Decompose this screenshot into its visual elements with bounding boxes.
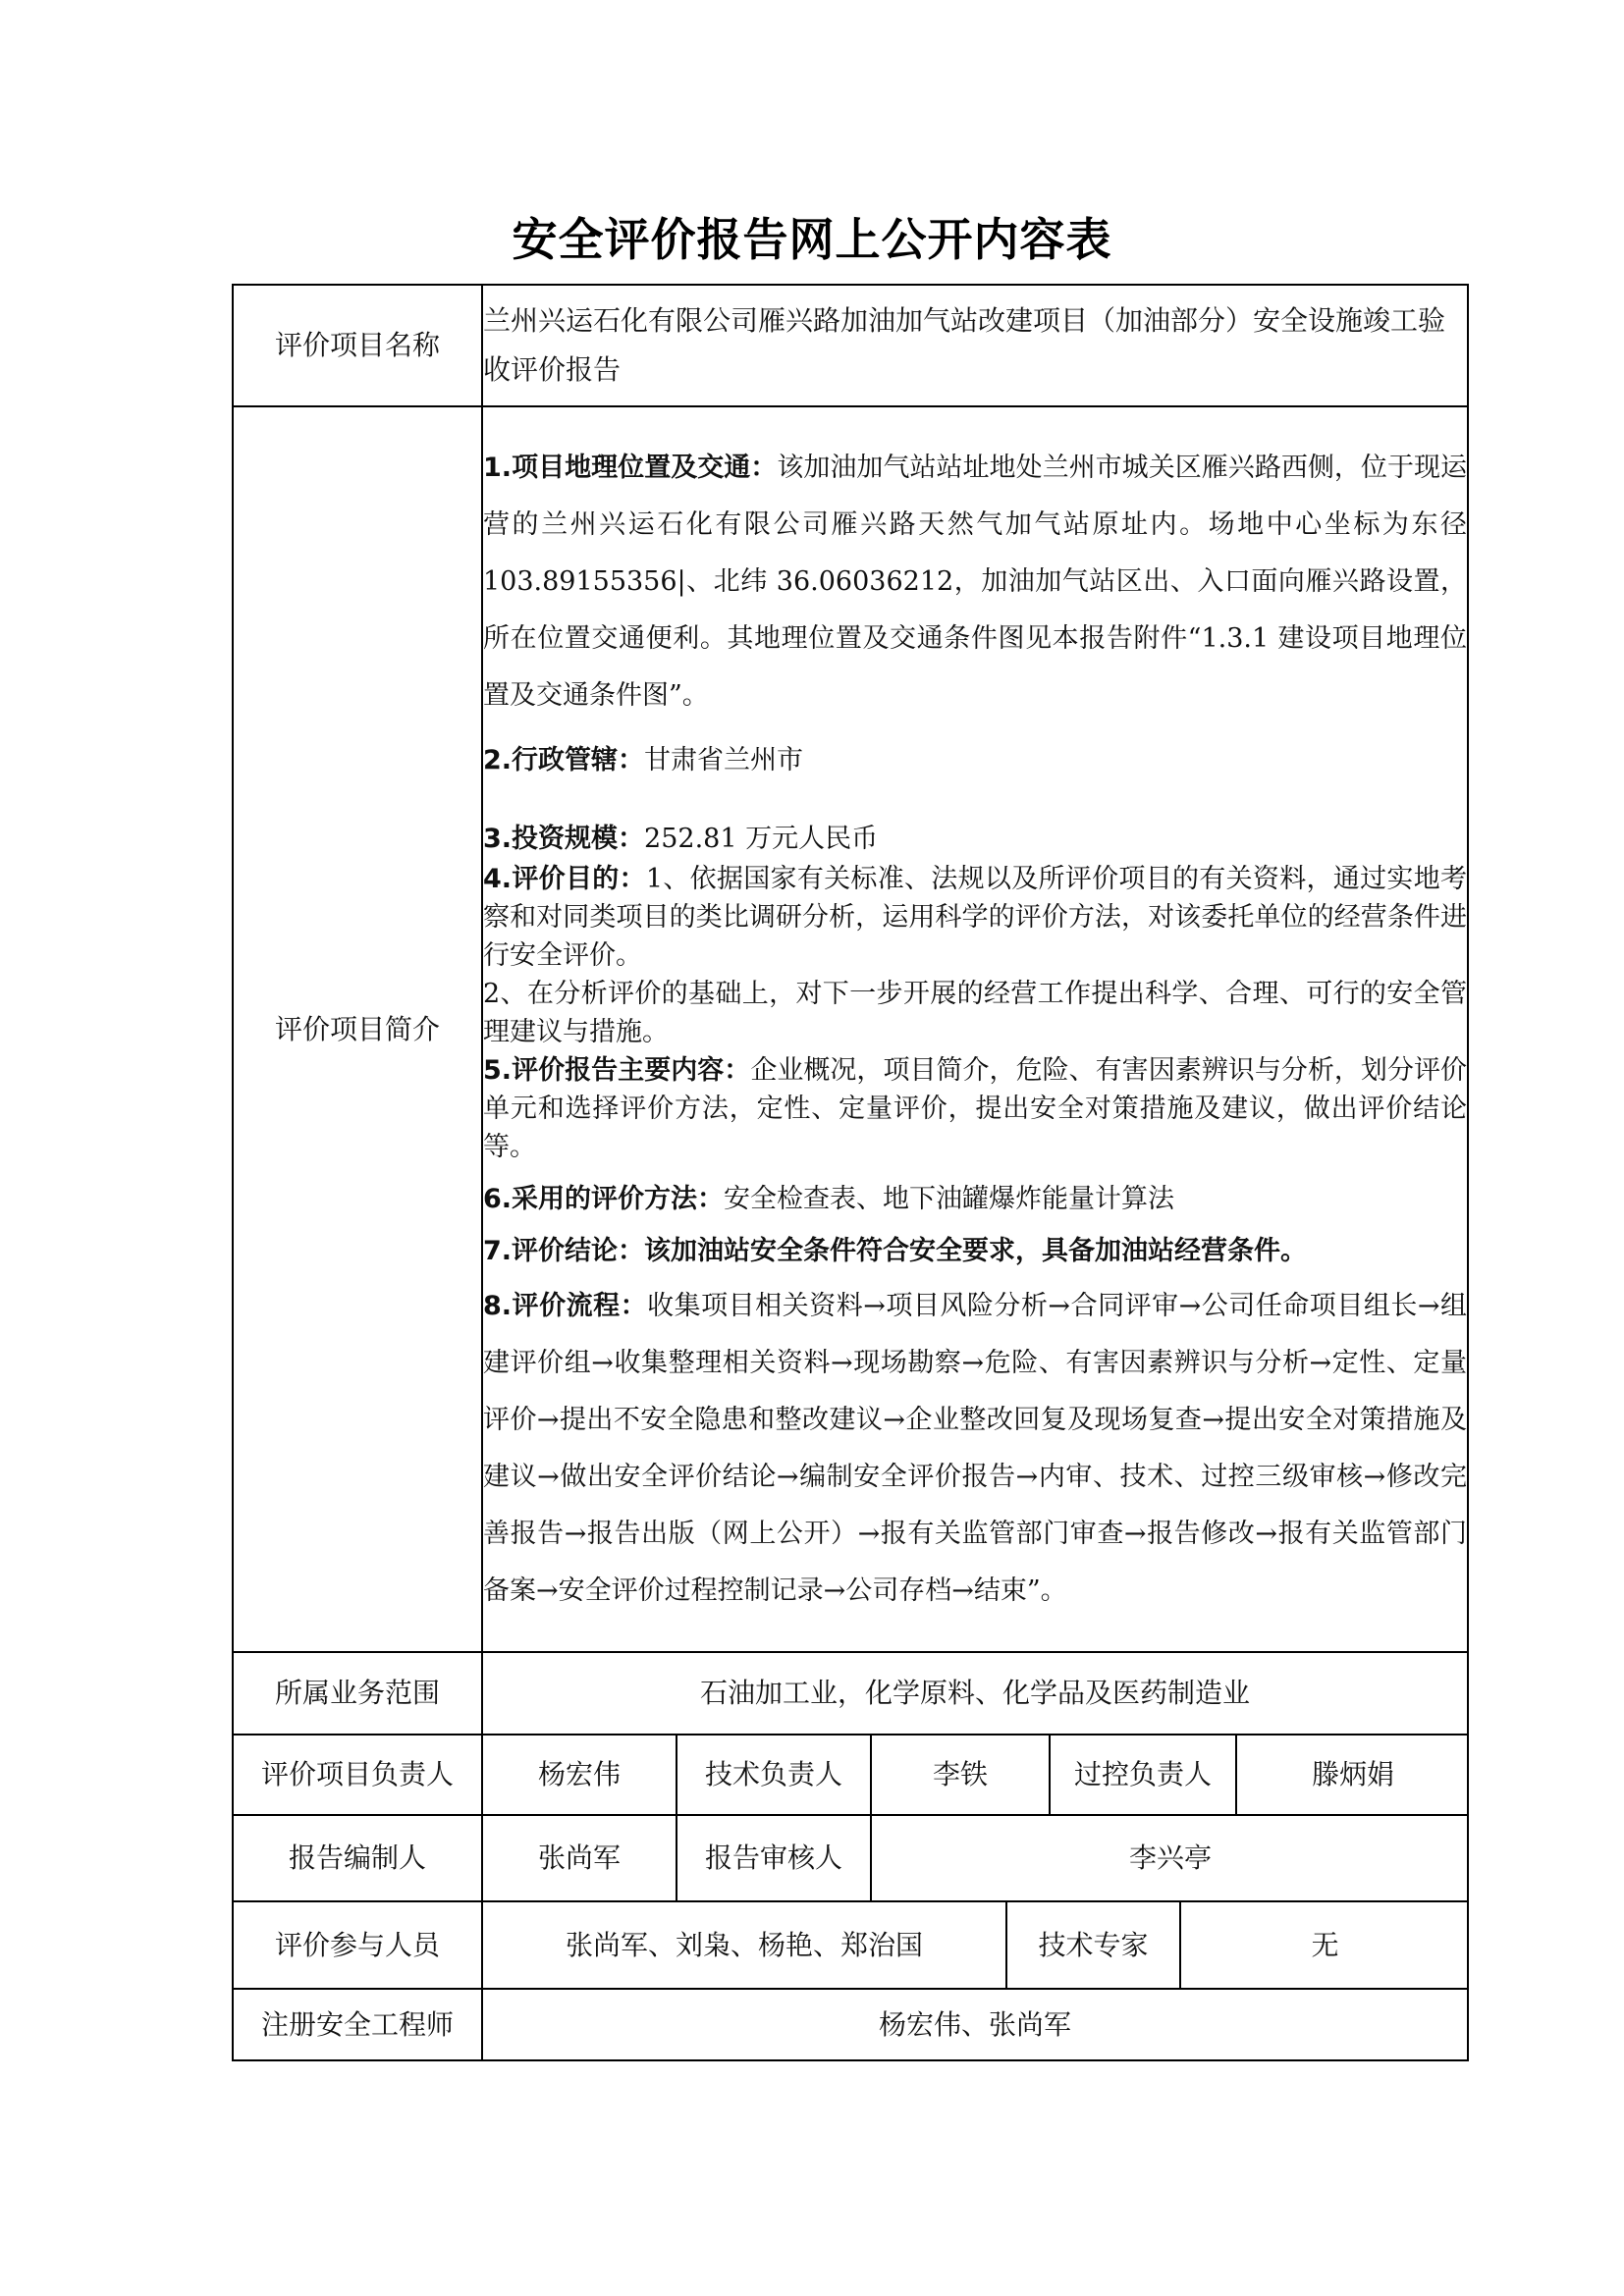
intro-section-purpose-2: 2、在分析评价的基础上，对下一步开展的经营工作提出科学、合理、可行的安全管理建议与措施。 — [483, 978, 1467, 1047]
expert-label: 技术专家 — [1006, 1902, 1180, 1989]
intro-section-investment: 3.投资规模：252.81 万元人民币 — [483, 823, 879, 854]
compiler-value: 张尚军 — [537, 1842, 621, 1875]
intro-section-purpose: 4.评价目的：1、依据国家有关标准、法规以及所评价项目的有关资料，通过实地考察和对同类项目的类比调研分析，运用科学的评价方法，对该委托单位的经营条件进行安全评价。 — [483, 863, 1467, 971]
row-engineers — [233, 1989, 1468, 2060]
reviewer-label: 报告审核人 — [677, 1816, 871, 1899]
row-leaders — [233, 1735, 1468, 1815]
control-leader-value: 滕炳娟 — [1236, 1735, 1469, 1814]
row-business-scope — [233, 1652, 1468, 1735]
compiler-label: 报告编制人 — [233, 1815, 482, 1900]
reviewer-value: 李兴亭 — [871, 1816, 1469, 1899]
project-intro-label: 评价项目简介 — [233, 406, 482, 1652]
intro-section-location: 1.项目地理位置及交通：该加油加气站站址地处兰州市城关区雁兴路西侧，位于现运营的兰州兴运石化有限公司雁兴路天然气加气站原址内。场地中心坐标为东径 103.89155356|、北纬 36.06036212，加油加气站区出、入口面向雁兴路设置，所在位置交通便利。其地理位置及交通条件图见本报告附件“1.3.1 建设项目地理位置及交通条件图”。 — [483, 452, 1468, 711]
project-leader-value: 杨宏伟 — [537, 1758, 621, 1791]
engineers-value: 杨宏伟、张尚军 — [482, 1989, 1468, 2060]
project-intro-content — [482, 406, 1468, 1652]
participants-label: 评价参与人员 — [233, 1901, 482, 1990]
business-scope-label: 所属业务范围 — [233, 1652, 482, 1735]
control-leader-label: 过控负责人 — [1050, 1735, 1236, 1814]
row-project-intro — [233, 406, 1468, 1652]
intro-section-workflow: 8.评价流程：收集项目相关资料→项目风险分析→合同评审→公司任命项目组长→组建评价组→收集整理相关资料→现场勘察→危险、有害因素辨识与分析→定性、定量评价→提出不安全隐患和整改建议→企业整改回复及现场复查→提出安全对策措施及建议→做出安全评价结论→编制安全评价报告→内审、技术、过控三级审核→修改完善报告→报告出版（网上公开）→报有关监管部门审查→报告修改→报有关监管部门备案→安全评价过程控制记录→公司存档→结束”。 — [483, 1290, 1467, 1606]
engineers-label: 注册安全工程师 — [233, 1989, 482, 2060]
row-project-name — [233, 285, 1468, 406]
tech-leader-value: 李铁 — [871, 1735, 1050, 1814]
expert-value: 无 — [1180, 1902, 1469, 1989]
intro-section-methods: 6.采用的评价方法：安全检查表、地下油罐爆炸能量计算法 — [483, 1183, 1175, 1214]
row-participants — [233, 1901, 1468, 1990]
project-name-value: 兰州兴运石化有限公司雁兴路加油加气站改建项目（加油部分）安全设施竣工验收评价报告 — [482, 285, 1468, 406]
page-title: 安全评价报告网上公开内容表 — [512, 213, 1112, 266]
intro-section-contents: 5.评价报告主要内容：企业概况，项目简介，危险、有害因素辨识与分析，划分评价单元和选择评价方法，定性、定量评价，提出安全对策措施及建议，做出评价结论等。 — [483, 1054, 1467, 1162]
row-compiler — [233, 1815, 1468, 1900]
intro-section-conclusion: 7.评价结论：该加油站安全条件符合安全要求，具备加油站经营条件。 — [483, 1235, 1308, 1266]
project-name-label: 评价项目名称 — [233, 285, 482, 406]
business-scope-value: 石油加工业，化学原料、化学品及医药制造业 — [482, 1652, 1468, 1735]
intro-section-admin: 2.行政管辖：甘肃省兰州市 — [483, 744, 804, 775]
participants-value: 张尚军、刘枭、杨艳、郑治国 — [565, 1928, 923, 1961]
tech-leader-label: 技术负责人 — [677, 1735, 871, 1814]
project-leader-label: 评价项目负责人 — [233, 1735, 482, 1815]
disclosure-table — [232, 284, 1469, 2061]
